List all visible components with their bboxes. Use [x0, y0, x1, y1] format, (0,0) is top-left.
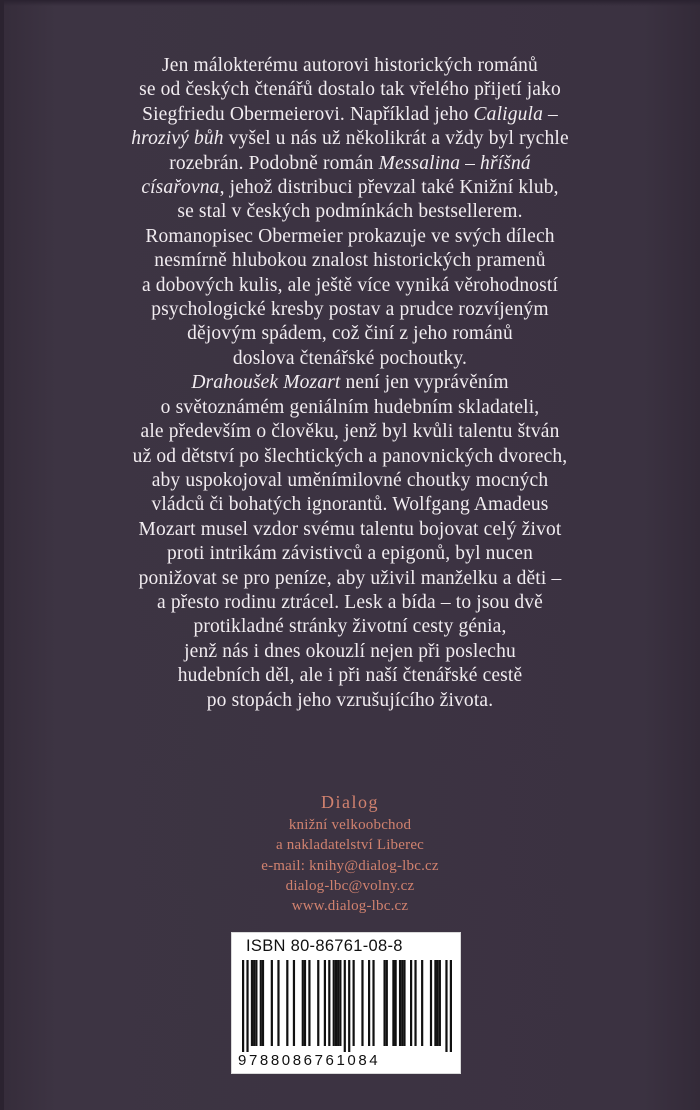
blurb-line: [40, 78, 660, 102]
barcode-bar: [344, 960, 346, 1052]
text-run: a přesto rodinu ztrácel. Lesk a bída – to jsou dvě: [156, 591, 543, 613]
blurb-line: [40, 225, 660, 249]
blurb-line: [40, 615, 660, 639]
text-run: Jen málokterému autorovi historických románů: [162, 55, 538, 76]
barcode-bar: [392, 960, 394, 1046]
barcode-bar: [386, 960, 388, 1046]
blurb-line: [40, 493, 660, 517]
blurb-line: [40, 249, 660, 273]
blurb-line: [40, 322, 660, 346]
blurb-line: [40, 591, 660, 615]
text-run: nesmírně hlubokou znalost historických pramenů: [154, 250, 546, 272]
publisher-block: [0, 790, 700, 916]
blurb-line: [40, 371, 660, 395]
blurb-line: [40, 54, 660, 78]
publisher-line: a nakladatelství Liberec: [275, 837, 425, 854]
blurb-line: [40, 347, 660, 371]
blurb-line: [40, 200, 660, 224]
publisher-website: www.dialog-lbc.cz: [291, 898, 409, 915]
barcode-bar: [246, 960, 248, 1052]
barcode-bar: [277, 960, 279, 1046]
barcode-bar: [286, 960, 288, 1046]
barcode-bar: [242, 960, 244, 1052]
barcode-bar: [410, 960, 412, 1046]
barcode-bar: [414, 960, 416, 1046]
blurb-line: [40, 127, 660, 151]
barcode-bar: [401, 960, 403, 1046]
text-run: vyšel u nás už několikrát a vždy byl rychle: [223, 128, 569, 150]
publisher-email-alt: dialog-lbc@volny.cz: [285, 877, 415, 894]
barcode-bar: [251, 960, 253, 1046]
text-run: po stopách jeho vzrušujícího života.: [206, 689, 494, 711]
text-run: protikladné stránky životní cesty génia,: [193, 616, 507, 638]
barcode-bar: [383, 960, 385, 1046]
barcode-bar: [328, 960, 330, 1046]
text-run: už od dětství po šlechtických a panovnických dvorech,: [132, 445, 568, 467]
blurb-line: [40, 640, 660, 664]
blurb-line: [40, 420, 660, 444]
blurb-text: [40, 54, 660, 713]
text-run: proti intrikám závistivců a epigonů, byl nucen: [167, 543, 533, 565]
blurb-line: [40, 152, 660, 176]
publisher-contact: [0, 815, 700, 916]
barcode-bar: [368, 960, 370, 1046]
text-run: se stal v českých podmínkách bestsellerem.: [177, 201, 523, 223]
text-run: Siegfriedu Obermeierovi. Například jeho: [142, 103, 474, 125]
text-run: není jen vyprávěním: [340, 372, 509, 394]
blurb-line: [40, 396, 660, 420]
blurb-line: [40, 103, 660, 127]
text-run: rozebrán. Podobně román: [169, 152, 379, 174]
barcode-bar: [361, 960, 363, 1046]
barcode-bar: [403, 960, 405, 1046]
text-run: hudebních děl, ale i při naší čtenářské cestě: [177, 665, 523, 687]
italic-title: Messalina – hříšná: [378, 152, 531, 174]
blurb-line: [40, 664, 660, 688]
barcode-bar: [262, 960, 264, 1046]
barcode-bar: [421, 960, 423, 1046]
barcode-bar: [324, 960, 326, 1046]
blurb-line: [40, 689, 660, 713]
barcode-bar: [430, 960, 432, 1046]
barcode-bar: [302, 960, 304, 1046]
barcode-bar: [255, 960, 257, 1046]
barcode-bar: [317, 960, 319, 1046]
text-run: dějovým spádem, což činí z jeho románů: [187, 323, 513, 345]
barcode-bar: [304, 960, 306, 1046]
barcode-bar: [253, 960, 255, 1046]
ean-digits: 9788086761084: [238, 1052, 381, 1069]
barcode-bar: [353, 960, 355, 1046]
publisher-name: Dialog: [321, 792, 379, 812]
barcode-bar: [260, 960, 262, 1046]
barcode-bar: [335, 960, 337, 1046]
barcode-bar: [339, 960, 341, 1046]
barcode-bar: [333, 960, 335, 1046]
text-run: psychologické kresby postav a prudce rozvíjeným: [151, 299, 549, 321]
text-run: doslova čtenářské pochoutky.: [232, 347, 468, 369]
text-run: ponižovat se pro peníze, aby uživil manželku a děti –: [138, 567, 562, 589]
blurb-line: [40, 298, 660, 322]
italic-title: Caligula –: [473, 103, 558, 125]
barcode-bars: [242, 960, 452, 1052]
text-run: ale především o člověku, jenž byl kvůli talentu štván: [140, 421, 560, 443]
barcode-bar: [293, 960, 295, 1046]
publisher-email: e-mail: knihy@dialog-lbc.cz: [261, 857, 439, 874]
isbn-number: ISBN 80-86761-08-8: [246, 937, 403, 955]
barcode-bar: [445, 960, 447, 1052]
text-run: aby uspokojoval uměnímilovné choutky mocných: [151, 469, 549, 491]
text-run: Romanopisec Obermeier prokazuje ve svých dílech: [145, 225, 555, 247]
barcode-bar: [348, 960, 350, 1052]
barcode-bar: [337, 960, 339, 1046]
barcode-bar: [437, 960, 439, 1046]
italic-title: císařovna: [141, 177, 220, 199]
italic-title: Drahoušek Mozart: [191, 372, 341, 394]
blurb-line: [40, 567, 660, 591]
barcode-bar: [439, 960, 441, 1046]
italic-title: hrozivý bůh: [131, 128, 224, 150]
barcode-bar: [399, 960, 401, 1046]
text-run: vládců či bohatých ignorantů. Wolfgang Amadeus: [151, 494, 549, 516]
barcode-label: [231, 932, 461, 1074]
blurb-line: [40, 469, 660, 493]
blurb-line: [40, 274, 660, 298]
barcode-bar: [308, 960, 310, 1046]
text-run: jenž nás i dnes okouzlí nejen při poslechu: [184, 640, 516, 662]
blurb-line: [40, 518, 660, 542]
barcode-bar: [450, 960, 452, 1052]
blurb-line: [40, 445, 660, 469]
text-run: Mozart musel vzdor svému talentu bojovat celý život: [138, 518, 562, 540]
barcode-bar: [271, 960, 273, 1046]
publisher-line: knižní velkoobchod: [288, 817, 412, 833]
blurb-line: [40, 542, 660, 566]
barcode-bar: [395, 960, 397, 1046]
text-run: se od českých čtenářů dostalo tak vřelého přijetí jako: [139, 79, 561, 101]
barcode-bar: [434, 960, 436, 1046]
blurb-line: [40, 176, 660, 200]
text-run: , jehož distribuci převzal také Knižní klub,: [219, 177, 559, 199]
text-run: a dobových kulis, ale ještě více vyniká věrohodností: [141, 274, 559, 296]
barcode-bar: [372, 960, 374, 1046]
text-run: o světoznámém geniálním hudebním skladateli,: [160, 396, 540, 418]
